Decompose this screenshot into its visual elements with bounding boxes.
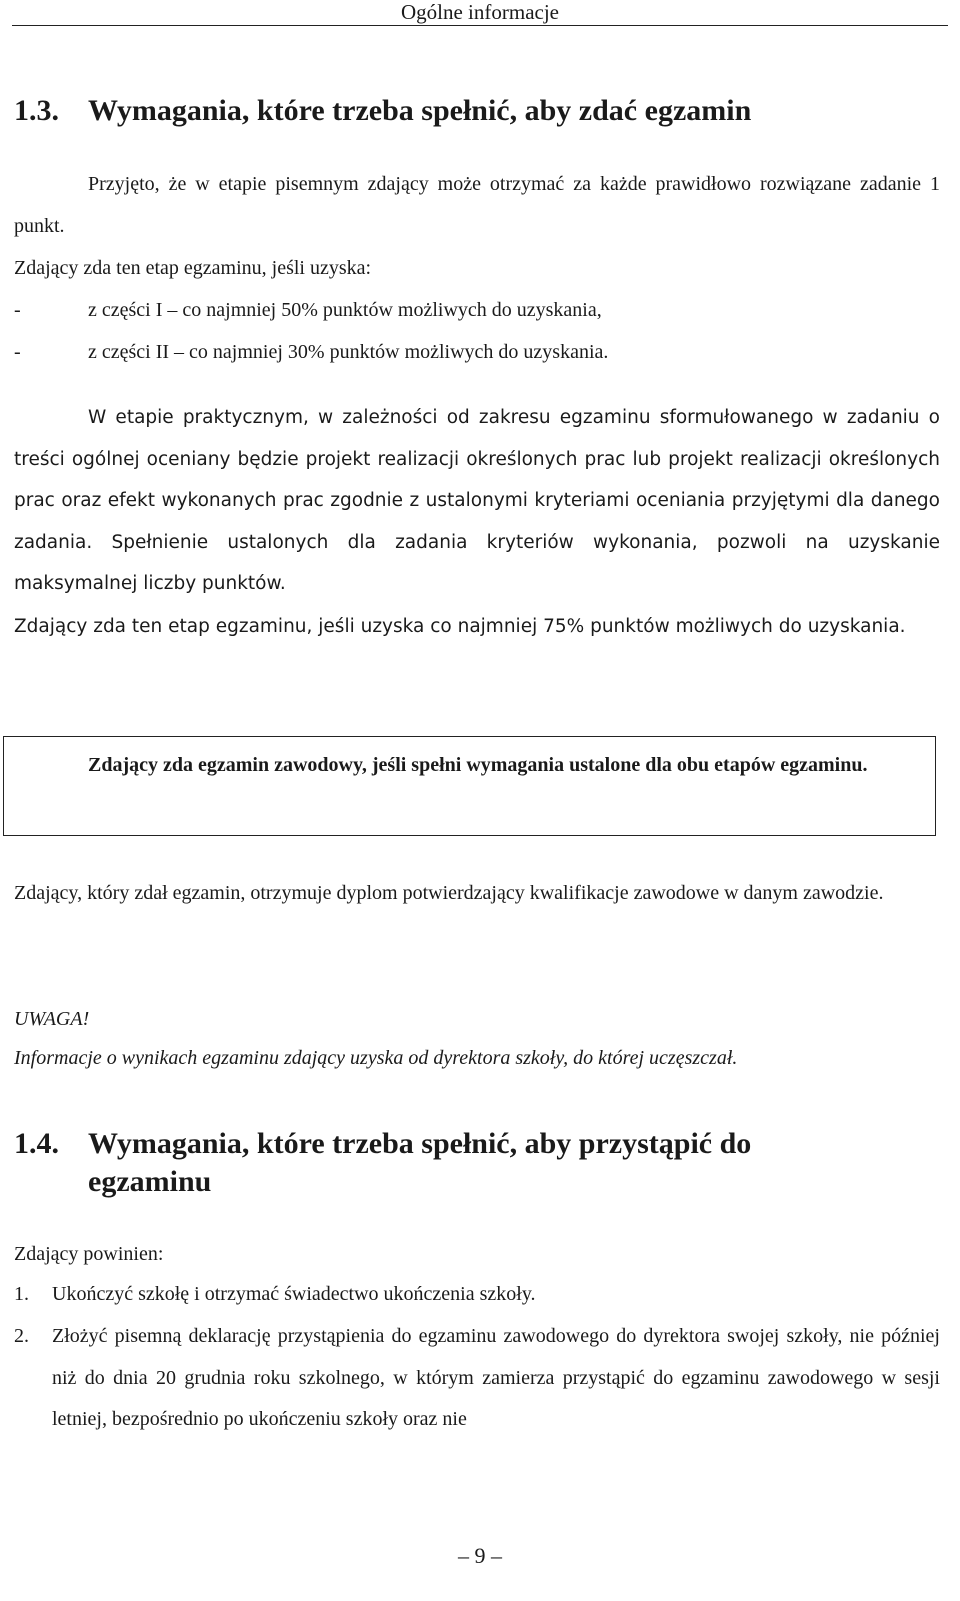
written-pass-paragraph: Zdający zda ten etap egzaminu, jeśli uzyska: [14,257,372,279]
section-heading-1-4 [14,1125,751,1201]
list-text: Ukończyć szkołę i otrzymać świadectwo ukończenia szkoły. [52,1283,536,1305]
header-rule [12,25,948,26]
section-title: Wymagania, które trzeba spełnić, aby przystąpić do [88,1127,752,1160]
list-item [14,331,608,373]
diploma-paragraph: Zdający, który zdał egzamin, otrzymuje dyplom potwierdzający kwalifikacje zawodowe w danym zawodzie. [14,882,884,904]
note-text: Informacje o wynikach egzaminu zdający uzyska od dyrektora szkoły, do której uczęszczał. [14,1047,738,1069]
practical-pass-paragraph: Zdający zda ten etap egzaminu, jeśli uzyska co najmniej 75% punktów możliwych do uzyskania. [14,616,906,637]
requirements-intro: Zdający powinien: [14,1243,164,1265]
list-text: Złożyć pisemną deklarację przystąpienia do egzaminu zawodowego do dyrektora swojej szkoły, nie później niż do dnia 20 grudnia roku szkolnego, w którym zamierza przystąpić do egzaminu zawodowego w sesji letniej, bezpośrednio po ukończeniu szkoły oraz nie [52,1325,940,1430]
bullet-marker: - [14,341,21,363]
practical-paragraph: W etapie praktycznym, w zależności od zakresu egzaminu sformułowanego w zadaniu o treści ogólnej oceniany będzie projekt realizacji określonych prac lub projekt realizacji określonych prac oraz efekt wykonanych prac zgodnie z ustalonymi kryteriami oceniania przyjętymi dla danego zadania. Spełnienie ustalonych dla zadania kryteriów wykonania, pozwoli na uzyskanie maksymalnej liczby punktów. [14,407,940,594]
bullet-marker: - [14,299,21,321]
section-heading-1-3 [14,92,751,130]
list-item [14,1316,940,1441]
section-title-continuation: egzaminu [88,1165,212,1198]
section-number: 1.4. [14,1127,59,1160]
list-number: 2. [14,1325,29,1347]
written-intro-paragraph: Przyjęto, że w etapie pisemnym zdający może otrzymać za każde prawidłowo rozwiązane zadanie 1 punkt. [14,173,940,237]
highlight-box-text: Zdający zda egzamin zawodowy, jeśli spełni wymagania ustalone dla obu etapów egzaminu. [88,754,868,776]
list-number: 1. [14,1283,29,1305]
bullet-text: z części I – co najmniej 50% punktów możliwych do uzyskania, [88,299,602,321]
note-label: UWAGA! [14,1008,90,1030]
page-number: – 9 – [458,1543,502,1568]
list-item [14,1274,940,1316]
bullet-text: z części II – co najmniej 30% punktów możliwych do uzyskania. [88,341,609,363]
section-number: 1.3. [14,94,59,127]
list-item [14,289,602,331]
section-title: Wymagania, które trzeba spełnić, aby zdać egzamin [88,94,752,127]
running-header: Ogólne informacje [400,0,560,24]
